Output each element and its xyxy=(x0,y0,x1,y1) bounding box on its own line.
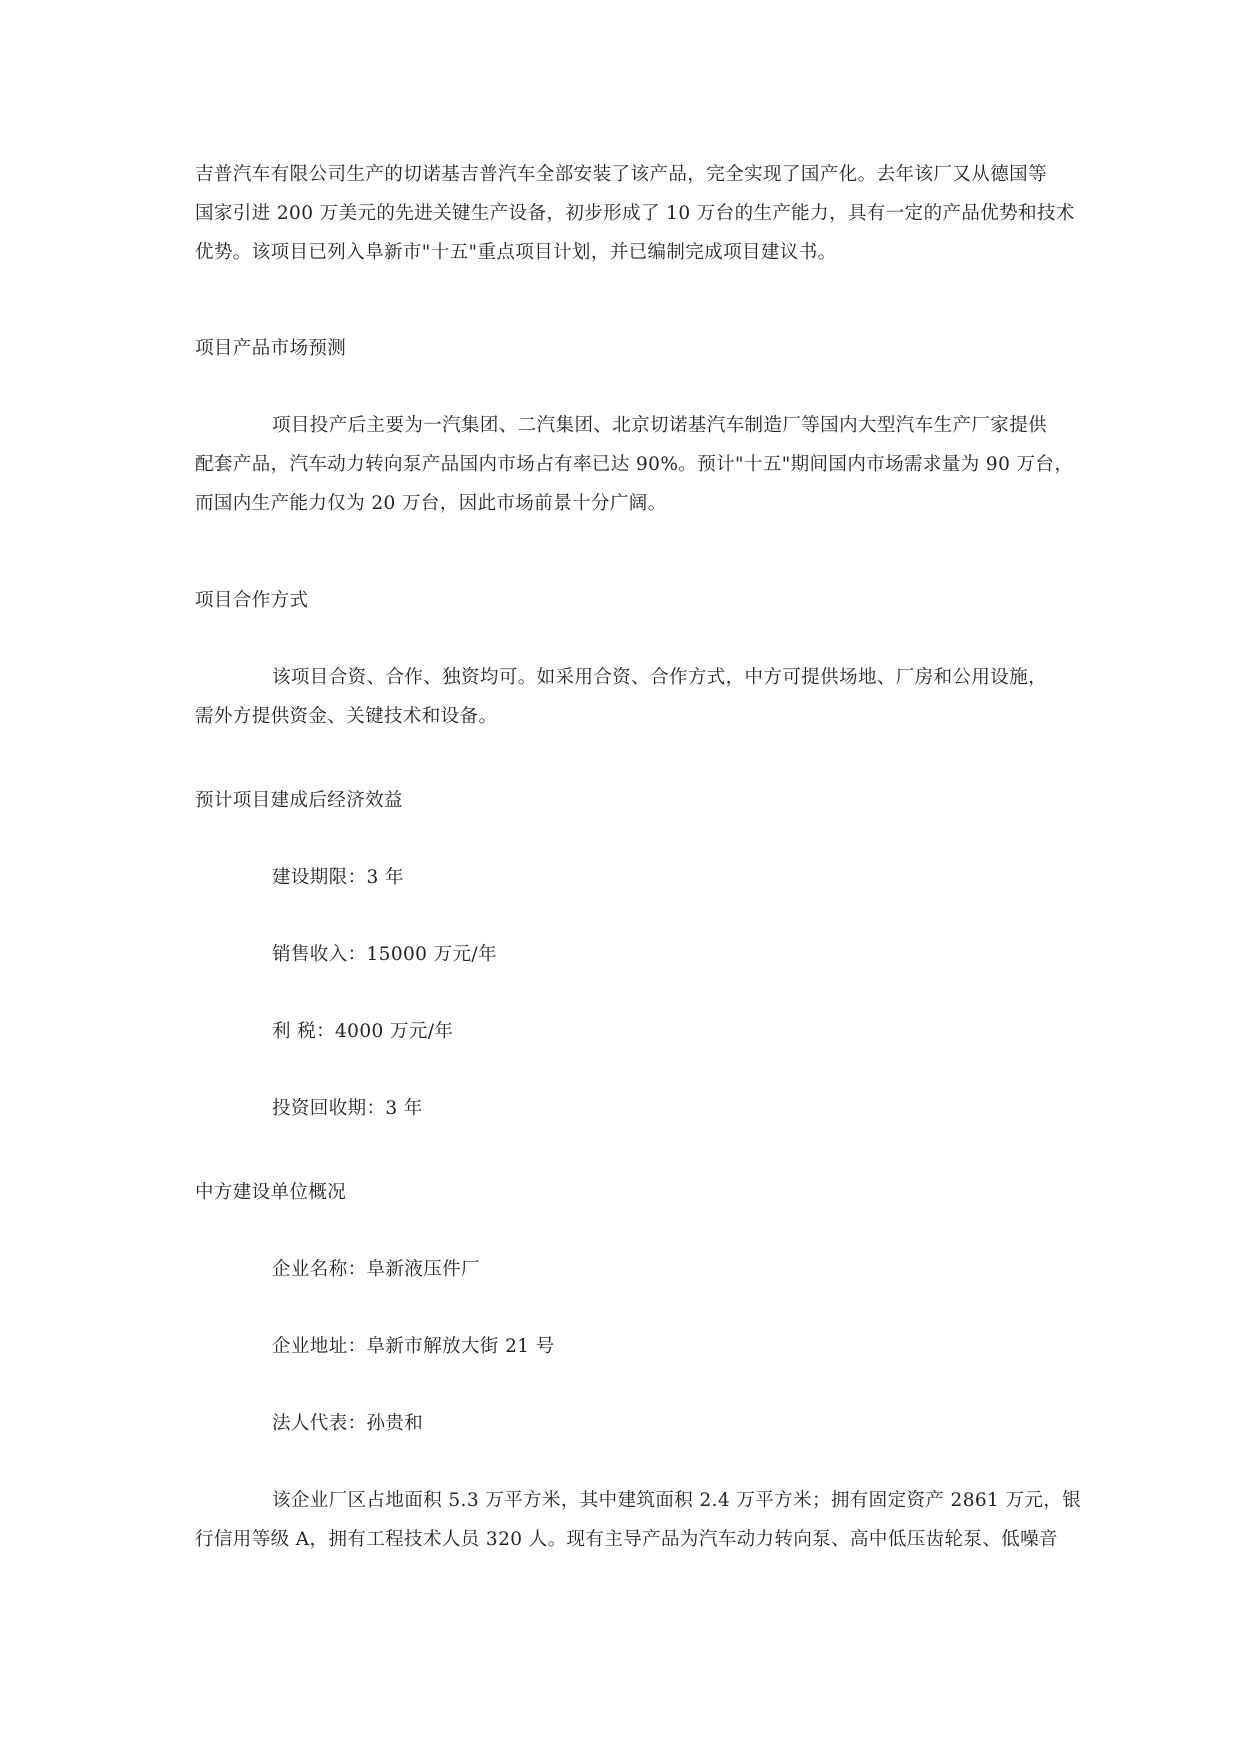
market-line-3: 而国内生产能力仅为 20 万台，因此市场前景十分广阔。 xyxy=(195,493,667,514)
legal-representative: 法人代表：孙贵和 xyxy=(272,1413,424,1434)
company-name: 企业名称：阜新液压件厂 xyxy=(272,1259,480,1280)
intro-line-1: 吉普汽车有限公司生产的切诺基吉普汽车全部安装了该产品，完全实现了国产化。去年该厂又从德国等 xyxy=(195,164,1047,185)
benefits-heading: 预计项目建成后经济效益 xyxy=(195,790,403,811)
company-line-1: 该企业厂区占地面积 5.3 万平方米，其中建筑面积 2.4 万平方米；拥有固定资产 2861 万元，银 xyxy=(272,1490,1082,1511)
profit-tax: 利 税：4000 万元/年 xyxy=(272,1021,454,1042)
cooperation-line-1: 该项目合资、合作、独资均可。如采用合资、合作方式，中方可提供场地、厂房和公用设施， xyxy=(272,667,1047,688)
intro-line-2: 国家引进 200 万美元的先进关键生产设备，初步形成了 10 万台的生产能力，具有一定的产品优势和技术 xyxy=(195,203,1075,224)
cooperation-line-2: 需外方提供资金、关键技术和设备。 xyxy=(195,706,498,727)
company-heading: 中方建设单位概况 xyxy=(195,1182,347,1203)
payback-period: 投资回收期：3 年 xyxy=(272,1098,423,1119)
sales-revenue: 销售收入：15000 万元/年 xyxy=(272,944,497,965)
market-heading: 项目产品市场预测 xyxy=(195,338,347,359)
intro-line-3: 优势。该项目已列入阜新市"十五"重点项目计划，并已编制完成项目建议书。 xyxy=(195,242,837,263)
market-line-1: 项目投产后主要为一汽集团、二汽集团、北京切诺基汽车制造厂等国内大型汽车生产厂家提供 xyxy=(272,415,1047,436)
company-address: 企业地址：阜新市解放大街 21 号 xyxy=(272,1336,555,1357)
construction-period: 建设期限：3 年 xyxy=(272,867,404,888)
company-line-2: 行信用等级 A，拥有工程技术人员 320 人。现有主导产品为汽车动力转向泵、高中低压齿轮泵、低噪音 xyxy=(195,1529,1058,1550)
market-line-2: 配套产品，汽车动力转向泵产品国内市场占有率已达 90%。预计"十五"期间国内市场需求量为 90 万台， xyxy=(195,454,1074,475)
cooperation-heading: 项目合作方式 xyxy=(195,590,309,611)
